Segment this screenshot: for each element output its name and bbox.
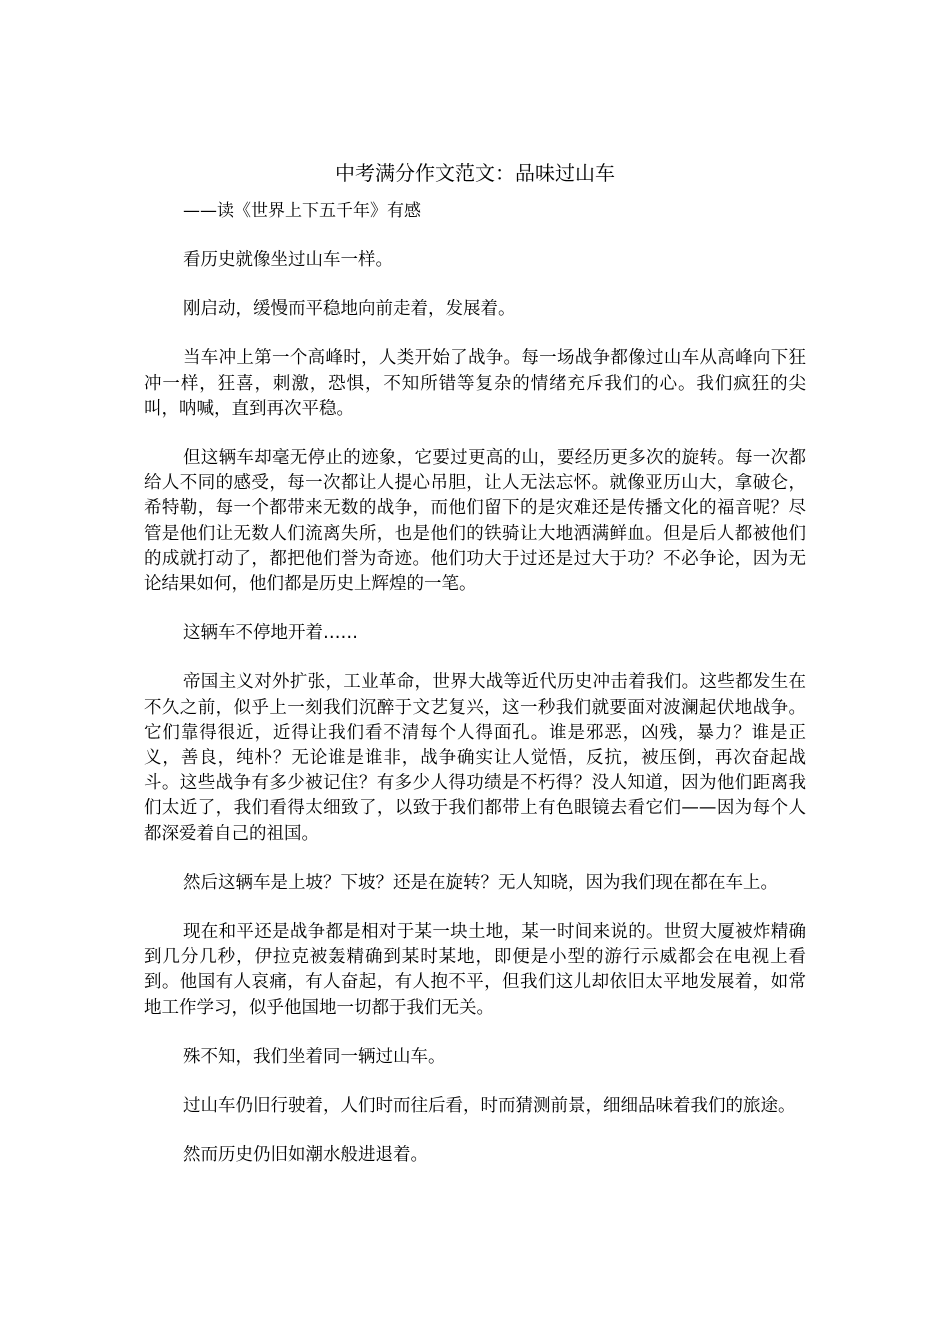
paragraph: 刚启动，缓慢而平稳地向前走着，发展着。	[183, 299, 516, 320]
paragraph: 过山车仍旧行驶着，人们时而往后看，时而猜测前景，细细品味着我们的旅途。	[183, 1096, 796, 1117]
document-body	[144, 248, 806, 1192]
paragraph: 然而历史仍旧如潮水般进退着。	[183, 1145, 428, 1166]
document-subtitle: ——读《世界上下五千年》有感	[183, 201, 421, 221]
paragraph: 然后这辆车是上坡？下坡？还是在旋转？无人知晓，因为我们现在都在车上。	[183, 872, 778, 893]
document-title: 中考满分作文范文：品味过山车	[335, 161, 615, 185]
paragraph: 这辆车不停地开着……	[183, 623, 358, 644]
paragraph: 但这辆车却毫无停止的迹象，它要过更高的山，要经历更多次的旋转。每一次都给人不同的感受，每一次都让人提心吊胆，让人无法忘怀。就像亚历山大，拿破仑，希特勒，每一个都带来无数的战争，而他们留下的是灾难还是传播文化的福音呢？尽管是他们让无数人们流离失所，也是他们的铁骑让大地洒满鲜血。但是后人都被他们的成就打动了，都把他们誉为奇迹。他们功大于过还是过大于功？不必争论，因为无论结果如何，他们都是历史上辉煌的一笔。	[144, 448, 806, 595]
paragraph: 殊不知，我们坐着同一辆过山车。	[183, 1046, 446, 1067]
paragraph: 帝国主义对外扩张，工业革命，世界大战等近代历史冲击着我们。这些都发生在不久之前，似乎上一刻我们沉醉于文艺复兴，这一秒我们就要面对波澜起伏地战争。它们靠得很近，近得让我们看不清每个人得面孔。谁是邪恶，凶残，暴力？谁是正义，善良，纯朴？无论谁是谁非，战争确实让人觉悟，反抗，被压倒，再次奋起战斗。这些战争有多少被记住？有多少人得功绩是不朽得？没人知道，因为他们距离我们太近了，我们看得太细致了，以致于我们都带上有色眼镜去看它们——因为每个人都深爱着自己的祖国。	[144, 672, 806, 844]
paragraph: 当车冲上第一个高峰时，人类开始了战争。每一场战争都像过山车从高峰向下狂冲一样，狂喜，刺激，恐惧，不知所错等复杂的情绪充斥我们的心。我们疯狂的尖叫，呐喊，直到再次平稳。	[144, 348, 806, 419]
paragraph: 现在和平还是战争都是相对于某一块土地，某一时间来说的。世贸大厦被炸精确到几分几秒，伊拉克被轰精确到某时某地，即便是小型的游行示威都会在电视上看到。他国有人哀痛，有人奋起，有人抱不平，但我们这儿却依旧太平地发展着，如常地工作学习，似乎他国地一切都于我们无关。	[144, 922, 806, 1018]
paragraph: 看历史就像坐过山车一样。	[183, 250, 393, 270]
